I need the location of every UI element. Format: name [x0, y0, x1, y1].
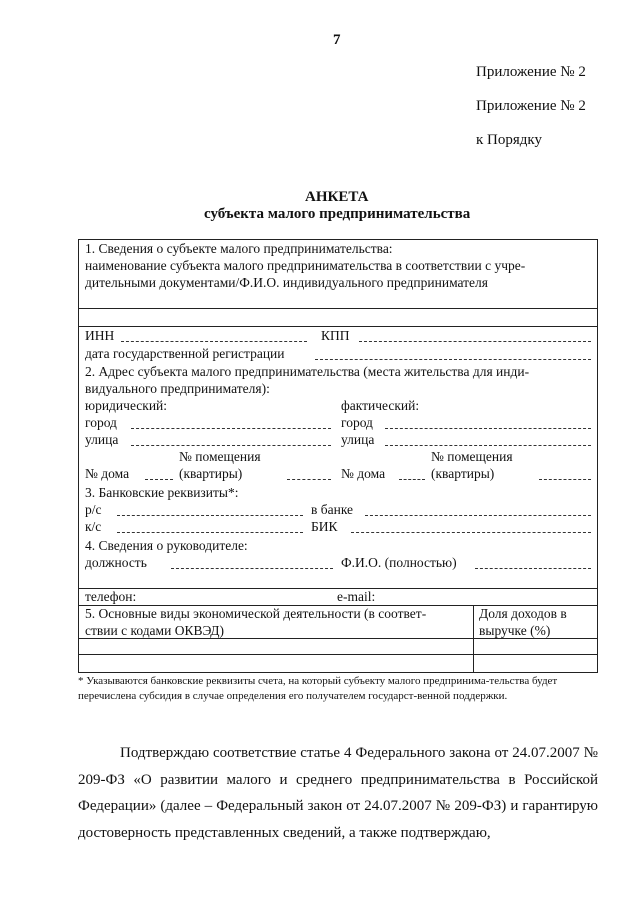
questionnaire-table	[78, 239, 598, 673]
bank-field[interactable]	[365, 515, 591, 516]
section-4-heading: 4. Сведения о руководителе:	[85, 538, 248, 553]
kpp-field[interactable]	[359, 341, 591, 342]
legal-house-label: № дома	[85, 466, 130, 481]
phone-label: телефон:	[85, 589, 137, 604]
legal-apartment-label: (квартиры)	[179, 466, 243, 481]
column-divider	[473, 605, 474, 672]
section-1-text: наименование субъекта малого предпринимательства в соответствии с учре-	[85, 258, 526, 273]
form-title: АНКЕТА	[305, 189, 369, 205]
legal-street-field[interactable]	[131, 445, 331, 446]
actual-house-label: № дома	[341, 466, 386, 481]
inn-label: ИНН	[85, 328, 115, 343]
actual-house-field[interactable]	[399, 479, 425, 480]
order-label: к Порядку	[476, 132, 542, 148]
row-divider	[79, 308, 597, 309]
confirmation-text: Подтверждаю соответствие статье 4 Федерального закона от 24.07.2007 № 209-ФЗ «О развитии малого и среднего предпринимательства в Российской Федерации» (далее – Федеральный закон от 24.07.2007 № 209-ФЗ) и гарантирую достоверность представленных сведений, а также подтверждаю,	[78, 745, 598, 841]
section-2-text: видуального предпринимателя):	[85, 381, 270, 396]
row-divider	[79, 326, 597, 327]
legal-house-field[interactable]	[145, 479, 173, 480]
legal-street-label: улица	[85, 432, 119, 447]
settlement-account-label: р/с	[85, 502, 102, 517]
form-subtitle: субъекта малого предпринимательства	[204, 206, 471, 222]
section-2-heading: 2. Адрес субъекта малого предпринимательства (места жительства для инди-	[85, 364, 530, 379]
income-share-header: Доля доходов в	[479, 606, 567, 621]
section-5-text: ствии с кодами ОКВЭД)	[85, 623, 224, 638]
position-field[interactable]	[171, 568, 333, 569]
email-label: e-mail:	[337, 589, 376, 604]
legal-city-label: город	[85, 415, 117, 430]
section-1-text: дительными документами/Ф.И.О. индивидуального предпринимателя	[85, 275, 488, 290]
appendix-label-2: Приложение № 2	[476, 98, 586, 114]
section-5-heading: 5. Основные виды экономической деятельности (в соответ-	[85, 606, 427, 621]
actual-room-label: № помещения	[431, 449, 513, 464]
legal-city-field[interactable]	[131, 428, 331, 429]
actual-street-label: улица	[341, 432, 375, 447]
confirmation-paragraph	[78, 740, 598, 846]
settlement-account-field[interactable]	[117, 515, 303, 516]
legal-address-label: юридический:	[85, 398, 168, 413]
full-name-field[interactable]	[475, 568, 591, 569]
legal-apartment-field[interactable]	[287, 479, 331, 480]
income-share-header: выручке (%)	[479, 623, 551, 638]
registration-date-field[interactable]	[315, 359, 591, 360]
kpp-label: КПП	[321, 328, 350, 343]
section-3-heading: 3. Банковские реквизиты*:	[85, 485, 239, 500]
actual-city-field[interactable]	[385, 428, 591, 429]
row-divider	[79, 654, 597, 655]
footnote: * Указываются банковские реквизиты счета, на который субъекту малого предпринима-тельства будет перечислена субсидия в случае определения его получателем государст-венной поддержки.	[78, 675, 558, 702]
correspondent-account-field[interactable]	[117, 532, 303, 533]
actual-apartment-label: (квартиры)	[431, 466, 495, 481]
legal-room-label: № помещения	[179, 449, 261, 464]
section-1-heading: 1. Сведения о субъекте малого предпринимательства:	[85, 241, 393, 256]
bik-label: БИК	[311, 519, 338, 534]
actual-city-label: город	[341, 415, 373, 430]
correspondent-account-label: к/с	[85, 519, 102, 534]
bank-label: в банке	[311, 502, 354, 517]
actual-apartment-field[interactable]	[539, 479, 591, 480]
appendix-label-1: Приложение № 2	[476, 64, 586, 80]
bik-field[interactable]	[351, 532, 591, 533]
registration-date-label: дата государственной регистрации	[85, 346, 285, 361]
actual-address-label: фактический:	[341, 398, 420, 413]
position-label: должность	[85, 555, 147, 570]
page-number: 7	[333, 32, 341, 48]
inn-field[interactable]	[121, 341, 307, 342]
full-name-label: Ф.И.О. (полностью)	[341, 555, 457, 570]
actual-street-field[interactable]	[385, 445, 591, 446]
